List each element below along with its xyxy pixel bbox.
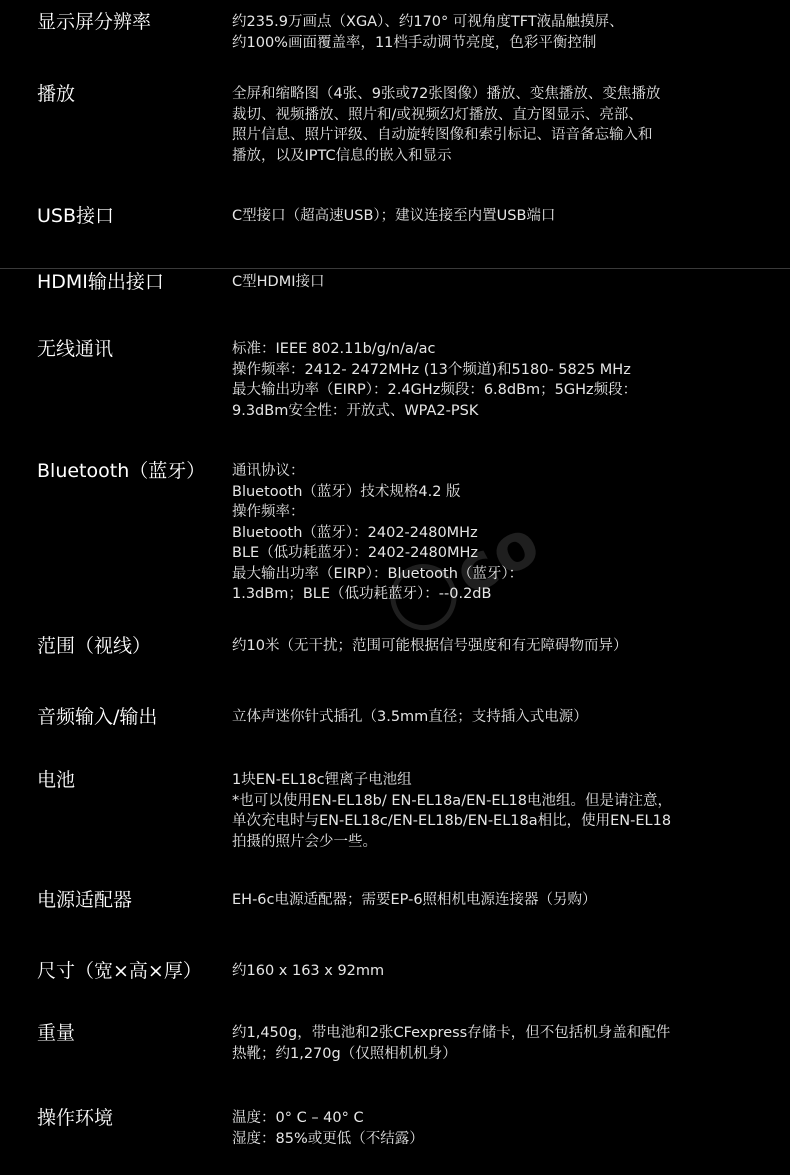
spec-line: C型接口（超高速USB）；建议连接至内置USB端口 (232, 208, 556, 224)
spec-line: 约235.9万画点（XGA）、约170° 可视角度TFT液晶触摸屏、 (232, 14, 624, 30)
spec-line: C型HDMI接口 (232, 274, 325, 290)
spec-label: 音频输入/输出 (37, 706, 158, 728)
spec-label: 重量 (37, 1022, 76, 1044)
spec-value (232, 272, 787, 293)
spec-line: Bluetooth（蓝牙）：2402-2480MHz (232, 524, 478, 541)
spec-value (232, 206, 787, 227)
spec-value (232, 636, 787, 657)
spec-line: 播放，以及IPTC信息的嵌入和显示 (232, 147, 452, 164)
spec-label: USB接口 (37, 205, 115, 227)
spec-line: 照片信息、照片评级、自动旋转图像和索引标记、语音备忘输入和 (232, 127, 653, 143)
spec-label: 无线通讯 (37, 338, 114, 360)
spec-line: 温度：0° C – 40° C (232, 1110, 364, 1126)
divider (0, 268, 790, 269)
spec-label: 显示屏分辨率 (37, 11, 152, 33)
spec-line: 9.3dBm安全性：开放式、WPA2-PSK (232, 402, 479, 419)
watermark-text: co (442, 504, 553, 611)
spec-line: Bluetooth（蓝牙）技术规格4.2 版 (232, 483, 461, 500)
spec-value (232, 339, 787, 421)
spec-value (232, 1023, 787, 1064)
spec-line: 裁切、视频播放、照片和/或视频幻灯播放、直方图显示、亮部、 (232, 106, 643, 123)
spec-line: 约10米（无干扰；范围可能根据信号强度和有无障碍物而异） (232, 638, 628, 654)
spec-line: 约1,450g，带电池和2张CFexpress存储卡，但不包括机身盖和配件 (232, 1025, 671, 1041)
spec-line: EH-6c电源适配器；需要EP-6照相机电源连接器（另购） (232, 892, 597, 908)
spec-line: 最大输出功率（EIRP）：2.4GHz频段：6.8dBm；5GHz频段： (232, 382, 638, 398)
spec-line: 标准：IEEE 802.11b/g/n/a/ac (232, 341, 436, 357)
spec-label: 电源适配器 (37, 889, 133, 911)
spec-label: Bluetooth（蓝牙） (37, 460, 206, 482)
spec-line: 湿度：85%或更低（不结露） (232, 1130, 424, 1147)
spec-value (232, 961, 787, 982)
spec-value (232, 12, 787, 53)
spec-value (232, 461, 787, 605)
spec-label: 播放 (37, 83, 76, 105)
spec-label: 尺寸（宽×高×厚） (37, 960, 202, 982)
spec-value (232, 770, 787, 852)
spec-value (232, 890, 787, 911)
spec-line: 立体声迷你针式插孔（3.5mm直径；支持插入式电源） (232, 709, 588, 725)
spec-value (232, 707, 787, 728)
spec-line: BLE（低功耗蓝牙）：2402-2480MHz (232, 545, 478, 561)
spec-line: 约160 x 163 x 92mm (232, 963, 385, 979)
spec-value (232, 1108, 787, 1149)
spec-label: HDMI输出接口 (37, 271, 164, 293)
spec-line: 1块EN-EL18c锂离子电池组 (232, 772, 412, 788)
spec-line: 操作频率：2412- 2472MHz (13个频道)和5180- 5825 MHz (232, 361, 631, 378)
spec-line: 全屏和缩略图（4张、9张或72张图像）播放、变焦播放、变焦播放 (232, 86, 661, 102)
spec-line: 单次充电时与EN-EL18c/EN-EL18b/EN-EL18a相比，使用EN-EL18 (232, 813, 672, 829)
spec-line: 拍摄的照片会少一些。 (232, 833, 377, 850)
spec-line: 最大输出功率（EIRP）：Bluetooth（蓝牙）： (232, 565, 524, 582)
spec-line: 通讯协议： (232, 463, 305, 479)
spec-line: 1.3dBm；BLE（低功耗蓝牙）：--0.2dB (232, 586, 492, 602)
spec-line: 约100%画面覆盖率，11档手动调节亮度，色彩平衡控制 (232, 34, 597, 51)
spec-line: *也可以使用EN-EL18b/ EN-EL18a/EN-EL18电池组。但是请注意， (232, 792, 673, 809)
spec-label: 电池 (37, 769, 76, 791)
spec-line: 热靴；约1,270g（仅照相机机身） (232, 1045, 457, 1062)
spec-value (232, 84, 787, 166)
spec-label: 范围（视线） (37, 635, 152, 657)
spec-label: 操作环境 (37, 1107, 114, 1129)
spec-line: 操作频率： (232, 504, 305, 520)
